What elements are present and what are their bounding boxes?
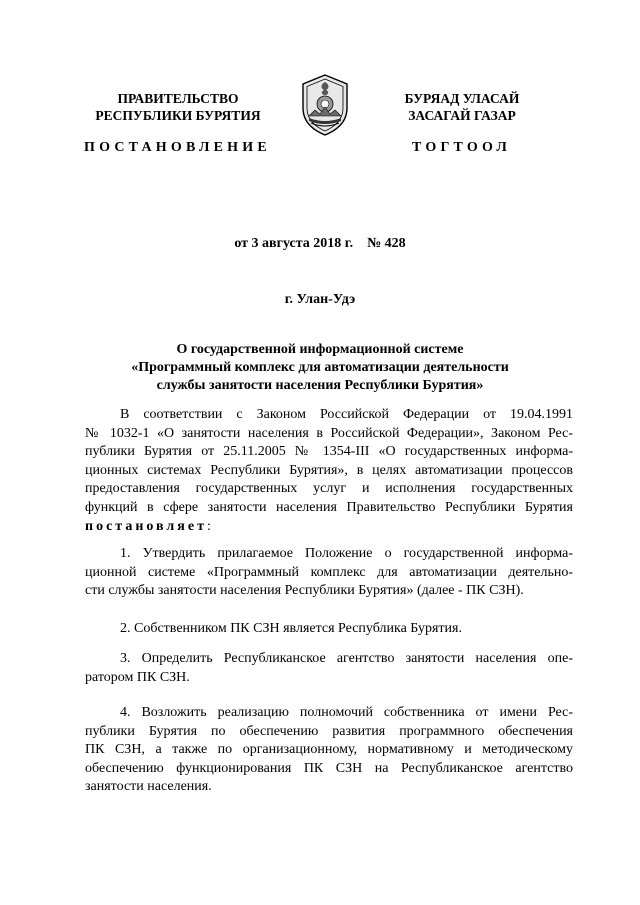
preamble-paragraph [85,406,573,536]
header-right-line1: БУРЯАД УЛАСАЙ [404,91,520,106]
text-line: публики Бурятия от 25.11.2005 № 1354-III «О государственных информа- [85,444,573,460]
item-3-paragraph [85,650,573,687]
item-4-paragraph [85,704,573,797]
date-and-number: от 3 августа 2018 г. № 428 [234,236,406,251]
header-right-line2: ЗАСАГАЙ ГАЗАР [408,108,516,123]
text-line: 3. Определить Республиканское агентство занятости населения опе- [120,651,573,666]
city: г. Улан-Удэ [284,292,356,307]
text-line: 1. Утвердить прилагаемое Положение о государственной информа- [120,546,573,561]
text-line [85,518,573,537]
doc-title-line: службы занятости населения Республики Бурятия» [156,378,484,393]
header-left [78,90,278,124]
text-line: ционных системах Республики Бурятия», в целях автоматизации процессов [85,462,573,478]
text-line: ратором ПК СЗН. [85,669,190,685]
doc-title-line: О государственной информационной системе [176,342,464,357]
item-2-paragraph [85,620,573,639]
decree-colon: : [206,518,211,534]
header-right [362,90,562,124]
text-line: предоставления государственных услуг и исполнения государственных [85,481,573,497]
text-line: занятости населения. [85,779,212,795]
text-line: сти службы занятости населения Республики Бурятия» (далее - ПК СЗН). [85,583,524,599]
item-1-paragraph [85,545,573,601]
decree-word: постановляет [85,518,207,534]
text-line: В соответствии с Законом Российской Федерации от 19.04.1991 [120,407,573,422]
text-line: ционной системе «Программный комплекс для автоматизации деятельно- [85,564,573,580]
header-left-line2: РЕСПУБЛИКИ БУРЯТИЯ [95,108,261,123]
text-line: 2. Собственником ПК СЗН является Республика Бурятия. [120,621,462,636]
text-line: публики Бурятия по обеспечению развития программного обеспечения [85,723,573,739]
text-line: функций в сфере занятости населения Правительство Республики Бурятия [85,499,573,515]
text-line: обеспечению функционирования ПК СЗН на Республиканское агентство [85,760,573,776]
doc-title-line: «Программный комплекс для автоматизации деятельности [131,360,509,375]
header-left-line1: ПРАВИТЕЛЬСТВО [117,91,239,106]
coat-of-arms-icon [299,72,351,138]
text-line: 4. Возложить реализацию полномочий собственника от имени Рес- [120,705,573,720]
title-postanovlenie: ПОСТАНОВЛЕНИЕ [84,140,271,155]
document-title [88,341,552,395]
text-line: № 1032-1 «О занятости населения в Российской Федерации», Законом Рес- [85,425,573,441]
title-togtool: ТОГТООЛ [412,140,512,155]
text-line: ПК СЗН, а также по организационному, нормативному и методическому [85,742,573,758]
